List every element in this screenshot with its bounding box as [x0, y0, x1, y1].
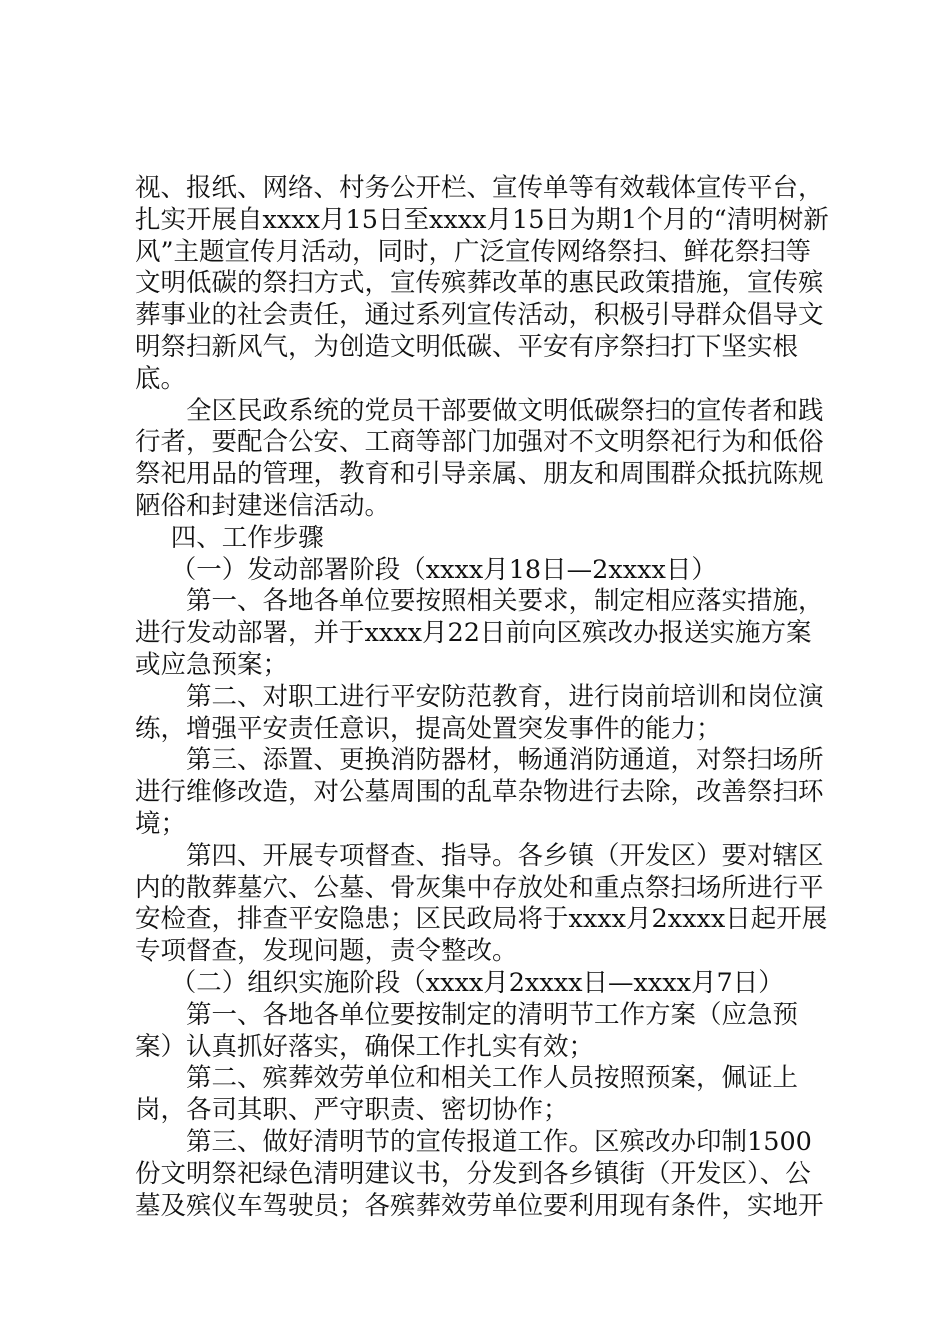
subsection-heading-implementation: （二）组织实施阶段（xxxx月2xxxx日—xxxx月7日） — [170, 967, 784, 998]
document-body — [135, 173, 835, 1222]
paragraph-step-4: 第四、开展专项督查、指导。各乡镇（开发区）要对辖区内的散葬墓穴、公墓、骨灰集中存放处和重点祭扫场所进行平安检查，排查平安隐患；区民政局将于xxxx月2xxxx日起开展专项督查，发现问题，责令整改。 — [135, 840, 828, 967]
section-heading-work-steps: 四、工作步骤 — [170, 522, 324, 553]
paragraph-step-1: 第一、各地各单位要按照相关要求，制定相应落实措施，进行发动部署，并于xxxx月22日前向区殡改办报送实施方案或应急预案； — [135, 586, 824, 680]
paragraph-party-members: 全区民政系统的党员干部要做文明低碳祭扫的宣传者和践行者，要配合公安、工商等部门加强对不文明祭祀行为和低俗祭祀用品的管理，教育和引导亲属、朋友和周围群众抵抗陈规陋俗和封建迷信活动。 — [135, 395, 824, 521]
paragraph-step-3: 第三、添置、更换消防器材，畅通消防通道，对祭扫场所进行维修改造，对公墓周围的乱草杂物进行去除，改善祭扫环境； — [135, 745, 824, 839]
paragraph-impl-1: 第一、各地各单位要按制定的清明节工作方案（应急预案）认真抓好落实，确保工作扎实有效； — [135, 999, 799, 1062]
paragraph-impl-2: 第二、殡葬效劳单位和相关工作人员按照预案，佩证上岗，各司其职、严守职责、密切协作； — [135, 1063, 799, 1126]
paragraph-step-2: 第二、对职工进行平安防范教育，进行岗前培训和岗位演练，增强平安责任意识，提高处置突发事件的能力； — [135, 681, 824, 744]
paragraph-impl-3: 第三、做好清明节的宣传报道工作。区殡改办印制1500份文明祭祀绿色清明建议书，分发到各乡镇街（开发区）、公墓及殡仪车驾驶员；各殡葬效劳单位要利用现有条件，实地开 — [135, 1126, 824, 1221]
paragraph-publicity-continuation: 视、报纸、网络、村务公开栏、宣传单等有效载体宣传平台，扎实开展自xxxx月15日至xxxx月15日为期1个月的“清明树新风”主题宣传月活动，同时，广泛宣传网络祭扫、鲜花祭扫等文明低碳的祭扫方式，宣传殡葬改革的惠民政策措施，宣传殡葬事业的社会责任，通过系列宣传活动，积极引导群众倡导文明祭扫新风气，为创造文明低碳、平安有序祭扫打下坚实根底。 — [135, 173, 829, 394]
subsection-heading-deployment: （一）发动部署阶段（xxxx月18日—2xxxx日） — [170, 554, 717, 585]
